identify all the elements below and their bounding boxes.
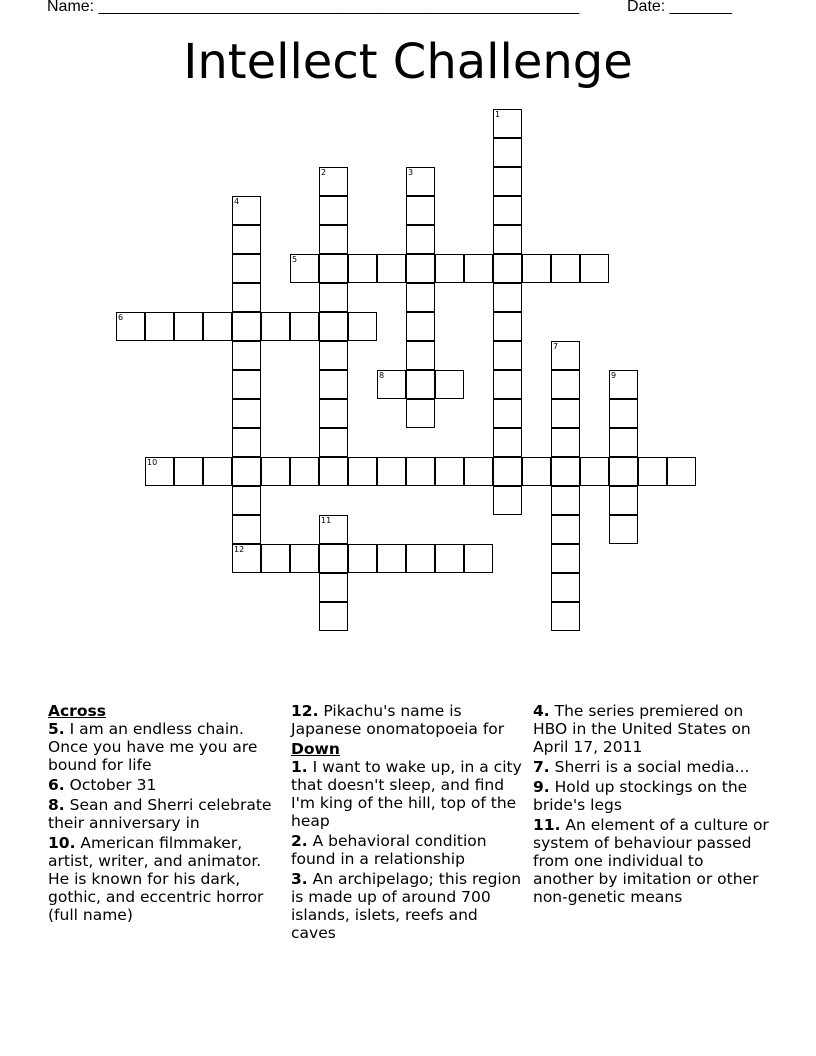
grid-cell[interactable] <box>493 399 522 428</box>
grid-cell[interactable] <box>261 544 290 573</box>
grid-cell[interactable] <box>493 428 522 457</box>
clue-number: 12 <box>234 545 245 554</box>
clue-number: 7 <box>553 342 559 351</box>
date-field-label: Date: _______ <box>627 0 732 15</box>
grid-cell[interactable] <box>232 399 261 428</box>
grid-cell[interactable] <box>493 254 522 283</box>
clue-across-12: 12. Pikachu's name is Japanese onomatopoeia for <box>291 702 505 738</box>
clue-number: 1 <box>495 110 501 119</box>
clue-down-4: 4. The series premiered on HBO in the United States on April 17, 2011 <box>533 702 751 756</box>
grid-cell[interactable] <box>290 254 319 283</box>
grid-cell[interactable] <box>232 254 261 283</box>
grid-cell[interactable] <box>435 370 464 399</box>
grid-cell[interactable] <box>493 196 522 225</box>
grid-cell[interactable] <box>232 196 261 225</box>
grid-cell[interactable] <box>377 370 406 399</box>
grid-cell[interactable] <box>551 254 580 283</box>
grid-cell[interactable] <box>464 544 493 573</box>
grid-cell[interactable] <box>609 399 638 428</box>
grid-cell[interactable] <box>406 196 435 225</box>
grid-cell[interactable] <box>174 457 203 486</box>
grid-cell[interactable] <box>493 167 522 196</box>
clue-across-5: 5. I am an endless chain. Once you have me you are bound for life <box>48 720 258 774</box>
grid-cell[interactable] <box>406 167 435 196</box>
grid-cell[interactable] <box>319 167 348 196</box>
grid-cell[interactable] <box>232 225 261 254</box>
across-heading: Across <box>48 702 106 720</box>
grid-cell[interactable] <box>551 341 580 370</box>
grid-cell[interactable] <box>290 457 319 486</box>
grid-cell[interactable] <box>319 196 348 225</box>
grid-cell[interactable] <box>116 312 145 341</box>
grid-cell[interactable] <box>232 428 261 457</box>
clue-column-3 <box>533 702 769 908</box>
grid-cell[interactable] <box>609 428 638 457</box>
grid-cell[interactable] <box>609 370 638 399</box>
grid-cell[interactable] <box>232 486 261 515</box>
grid-cell[interactable] <box>638 457 667 486</box>
clue-column-2 <box>291 702 527 944</box>
clue-number: 5 <box>292 255 298 264</box>
grid-cell[interactable] <box>319 370 348 399</box>
name-field-label: Name: ______________________________________________________ <box>47 0 580 15</box>
grid-cell[interactable] <box>232 544 261 573</box>
grid-cell[interactable] <box>319 225 348 254</box>
grid-cell[interactable] <box>319 544 348 573</box>
grid-cell[interactable] <box>493 457 522 486</box>
grid-cell[interactable] <box>493 312 522 341</box>
grid-cell[interactable] <box>551 370 580 399</box>
grid-cell[interactable] <box>551 515 580 544</box>
grid-cell[interactable] <box>493 138 522 167</box>
grid-cell[interactable] <box>493 370 522 399</box>
grid-cell[interactable] <box>493 486 522 515</box>
down-heading: Down <box>291 740 340 758</box>
grid-cell[interactable] <box>493 225 522 254</box>
grid-cell[interactable] <box>290 544 319 573</box>
grid-cell[interactable] <box>232 370 261 399</box>
grid-cell[interactable] <box>319 341 348 370</box>
grid-cell[interactable] <box>319 573 348 602</box>
clue-column-1 <box>48 702 284 926</box>
grid-cell[interactable] <box>580 457 609 486</box>
grid-cell[interactable] <box>493 341 522 370</box>
grid-cell[interactable] <box>551 428 580 457</box>
clue-across-10: 10. American filmmaker, artist, writer, and animator. He is known for his dark, gothic, and eccentric horror (full name) <box>48 834 264 924</box>
grid-cell[interactable] <box>377 254 406 283</box>
grid-cell[interactable] <box>464 254 493 283</box>
clue-number: 9 <box>611 371 617 380</box>
grid-cell[interactable] <box>377 457 406 486</box>
grid-cell[interactable] <box>348 254 377 283</box>
grid-cell[interactable] <box>203 312 232 341</box>
clue-down-9: 9. Hold up stockings on the bride's legs <box>533 778 748 814</box>
grid-cell[interactable] <box>551 602 580 631</box>
grid-cell[interactable] <box>522 457 551 486</box>
grid-cell[interactable] <box>406 457 435 486</box>
grid-cell[interactable] <box>348 457 377 486</box>
grid-cell[interactable] <box>493 283 522 312</box>
clue-across-8: 8. Sean and Sherri celebrate their anniversary in <box>48 796 272 832</box>
grid-cell[interactable] <box>406 225 435 254</box>
page-title: Intellect Challenge <box>183 34 633 90</box>
grid-cell[interactable] <box>319 312 348 341</box>
grid-cell[interactable] <box>319 602 348 631</box>
grid-cell[interactable] <box>667 457 696 486</box>
grid-cell[interactable] <box>319 428 348 457</box>
grid-cell[interactable] <box>261 457 290 486</box>
clue-number: 11 <box>321 516 332 525</box>
grid-cell[interactable] <box>406 283 435 312</box>
clue-across-6: 6. October 31 <box>48 776 157 794</box>
grid-cell[interactable] <box>406 370 435 399</box>
grid-cell[interactable] <box>464 457 493 486</box>
grid-cell[interactable] <box>319 283 348 312</box>
grid-cell[interactable] <box>232 312 261 341</box>
grid-cell[interactable] <box>406 399 435 428</box>
grid-cell[interactable] <box>609 457 638 486</box>
grid-cell[interactable] <box>551 544 580 573</box>
grid-cell[interactable] <box>406 254 435 283</box>
grid-cell[interactable] <box>319 254 348 283</box>
clue-number: 10 <box>147 458 158 467</box>
grid-cell[interactable] <box>551 457 580 486</box>
grid-cell[interactable] <box>551 399 580 428</box>
grid-cell[interactable] <box>435 544 464 573</box>
grid-cell[interactable] <box>377 544 406 573</box>
grid-cell[interactable] <box>232 341 261 370</box>
grid-cell[interactable] <box>609 515 638 544</box>
grid-cell[interactable] <box>435 457 464 486</box>
grid-cell[interactable] <box>232 515 261 544</box>
clue-down-2: 2. A behavioral condition found in a relationship <box>291 832 487 868</box>
grid-cell[interactable] <box>174 312 203 341</box>
grid-cell[interactable] <box>232 457 261 486</box>
grid-cell[interactable] <box>522 254 551 283</box>
clue-number: 2 <box>321 168 327 177</box>
grid-cell[interactable] <box>261 312 290 341</box>
grid-cell[interactable] <box>290 312 319 341</box>
grid-cell[interactable] <box>406 341 435 370</box>
grid-cell[interactable] <box>406 312 435 341</box>
grid-cell[interactable] <box>145 457 174 486</box>
grid-cell[interactable] <box>348 312 377 341</box>
grid-cell[interactable] <box>551 486 580 515</box>
clue-number: 3 <box>408 168 414 177</box>
grid-cell[interactable] <box>319 399 348 428</box>
clue-down-3: 3. An archipelago; this region is made up of around 700 islands, islets, reefs and caves <box>291 870 522 942</box>
grid-cell[interactable] <box>580 254 609 283</box>
grid-cell[interactable] <box>348 544 377 573</box>
clue-down-7: 7. Sherri is a social media... <box>533 758 750 776</box>
grid-cell[interactable] <box>145 312 174 341</box>
clue-down-1: 1. I want to wake up, in a city that doesn't sleep, and find I'm king of the hill, top of the heap <box>291 758 522 830</box>
grid-cell[interactable] <box>609 486 638 515</box>
grid-cell[interactable] <box>551 573 580 602</box>
grid-cell[interactable] <box>435 254 464 283</box>
grid-cell[interactable] <box>232 283 261 312</box>
grid-cell[interactable] <box>319 515 348 544</box>
clue-number: 6 <box>118 313 124 322</box>
grid-cell[interactable] <box>203 457 232 486</box>
grid-cell[interactable] <box>319 457 348 486</box>
clue-number: 8 <box>379 371 385 380</box>
clue-down-11: 11. An element of a culture or system of behaviour passed from one individual to another by imitation or other non-genetic means <box>533 816 769 906</box>
clue-number: 4 <box>234 197 240 206</box>
grid-cell[interactable] <box>493 109 522 138</box>
grid-cell[interactable] <box>406 544 435 573</box>
